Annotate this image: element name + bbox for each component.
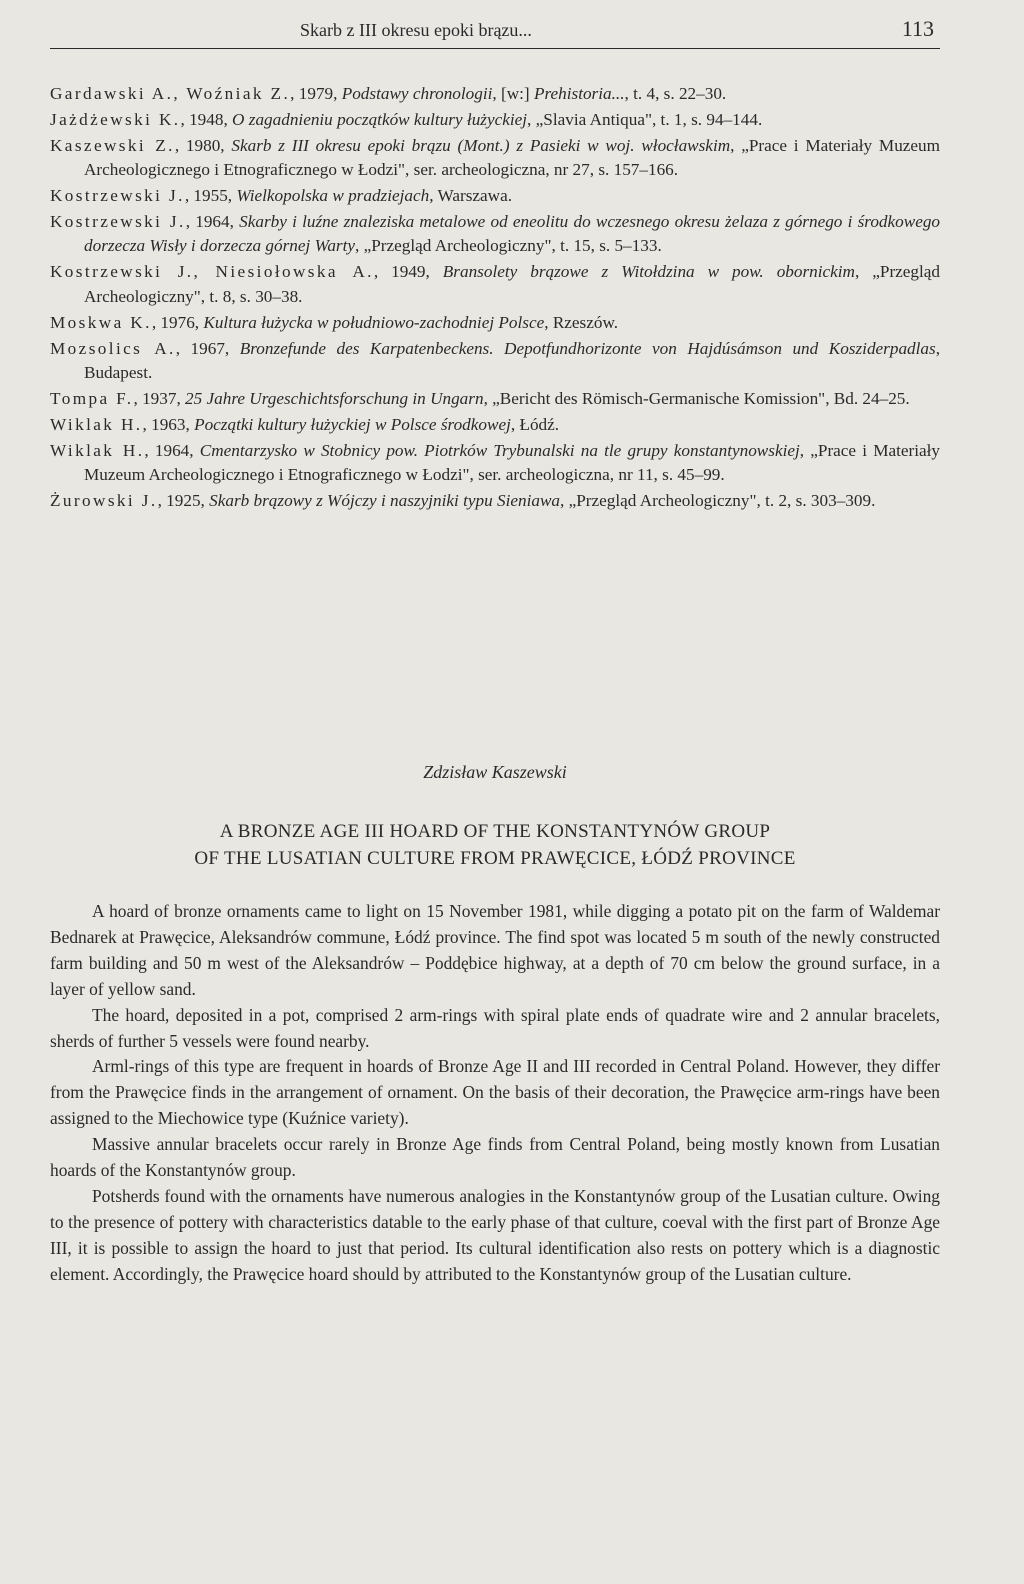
entry-year: , 1949, <box>373 262 443 282</box>
bibliography-entry <box>50 210 940 258</box>
entry-work-title: Skarby i luźne znaleziska metalowe od eneolitu do wczesnego okresu żelaza z górnego i środkowego dorzecza Wisły i dorzecza górnej Warty <box>84 212 941 256</box>
entry-publication: , „Przegląd Archeologiczny", t. 8, s. 30–38. <box>84 262 941 306</box>
entry-author: Moskwa K. <box>50 312 152 332</box>
bibliography-entry <box>50 387 940 411</box>
running-header <box>50 14 940 49</box>
entry-author: Kostrzewski J., Niesiołowska A. <box>50 262 374 282</box>
article-title-line: A BRONZE AGE III HOARD OF THE KONSTANTYNÓW GROUP <box>219 821 771 842</box>
entry-work-title: Początki kultury łużyckiej w Polsce środkowej <box>194 414 511 434</box>
entry-publication: , [w:] <box>492 84 534 103</box>
article-body <box>50 899 940 1288</box>
entry-author: Żurowski J. <box>50 491 158 511</box>
entry-year: , 1963, <box>142 414 195 434</box>
entry-author: Kostrzewski J. <box>50 186 185 206</box>
entry-author: Tompa F. <box>50 388 134 408</box>
bibliography-entry <box>50 82 940 106</box>
bibliography-entry <box>50 489 940 513</box>
entry-publication: , „Prace i Materiały Muzeum Archeologicznego i Etnograficznego w Łodzi", ser. archeologiczna, nr 27, s. 157–166. <box>84 136 941 180</box>
entry-work-title: Wielkopolska w pradziejach <box>236 186 430 206</box>
document-page <box>50 0 940 1584</box>
entry-year: , 1967, <box>175 338 240 358</box>
bibliography-entry <box>50 439 940 487</box>
bibliography-entry <box>50 108 940 132</box>
page-number: 113 <box>901 16 934 41</box>
entry-author: Mozsolics A. <box>50 338 176 358</box>
article-title-line: OF THE LUSATIAN CULTURE FROM PRAWĘCICE, ŁÓDŹ PROVINCE <box>194 848 796 869</box>
entry-work-title: Skarb z III okresu epoki brązu (Mont.) z Pasieki w woj. włocławskim <box>231 136 731 155</box>
entry-publication: , „Przegląd Archeologiczny", t. 15, s. 5–133. <box>355 236 662 256</box>
entry-author: Kaszewski Z. <box>50 136 175 155</box>
entry-year: , 1976, <box>151 312 204 332</box>
body-paragraph: A hoard of bronze ornaments came to light on 15 November 1981, while digging a potato pit on the farm of Waldemar Bednarek at Prawęcice, Aleksandrów commune, Łódź province. The find spot was located 5 m south of the newly constructed farm building and 50 m west of the Aleksandrów – Poddębice highway, at a depth of 70 cm below the ground surface, in a layer of yellow sand. <box>50 901 940 999</box>
entry-year: , 1925, <box>157 491 210 511</box>
entry-publication: , „Przegląd Archeologiczny", t. 2, s. 303–309. <box>560 491 876 511</box>
entry-author: Wiklak H. <box>50 414 143 434</box>
running-title: Skarb z III okresu epoki brązu... <box>300 20 532 40</box>
entry-work-title: Kultura łużycka w południowo-zachodniej Polsce <box>203 312 545 332</box>
body-paragraph: Potsherds found with the ornaments have numerous analogies in the Konstantynów group of the Lusatian culture. Owing to the presence of pottery with characteristics datable to the early phase of that culture, coeval with the first part of Bronze Age III, it is possible to assign the hoard to just that period. Its cultural identification also rests on pottery which is a diagnostic element. Accordingly, the Prawęcice hoard should by attributed to the Konstantynów group of the Lusatian culture. <box>50 1185 940 1284</box>
article-title <box>50 818 940 872</box>
entry-year: , 1937, <box>133 388 186 408</box>
bibliography-entry <box>50 337 940 385</box>
entry-work-title: Skarb brązowy z Wójczy i naszyjniki typu Sieniawa <box>209 491 561 511</box>
entry-year: , 1948, <box>180 110 233 129</box>
entry-author: Kostrzewski J. <box>50 212 186 232</box>
entry-publication: , Budapest. <box>84 338 940 382</box>
entry-publication: , Łódź. <box>510 414 560 434</box>
entry-publication: , „Prace i Materiały Muzeum Archeologicznego i Etnograficznego w Łodzi", ser. archeologiczna, nr 11, s. 45–99. <box>84 440 941 485</box>
bibliography-entry <box>50 260 940 308</box>
entry-year: , 1980, <box>174 136 232 155</box>
entry-publication: , Warszawa. <box>429 186 512 206</box>
entry-work-title: Bransolety brązowe z Witołdzina w pow. obornickim <box>442 262 855 282</box>
bibliography-entry <box>50 134 940 182</box>
entry-work-title: Podstawy chronologii <box>341 84 493 103</box>
bibliography-entry <box>50 311 940 335</box>
entry-work-title: Cmentarzysko w Stobnicy pow. Piotrków Trybunalski na tle grupy konstantynowskiej <box>199 440 800 460</box>
entry-year: , 1955, <box>184 186 237 206</box>
entry-publication: , „Slavia Antiqua", t. 1, s. 94–144. <box>527 110 763 129</box>
entry-work-title: 25 Jahre Urgeschichtsforschung in Ungarn <box>185 388 484 408</box>
entry-author: Wiklak H. <box>50 440 145 460</box>
entry-work-title: Bronzefunde des Karpatenbeckens. Depotfundhorizonte von Hajdúsámson und Kosziderpadlas <box>239 338 936 358</box>
entry-author: Jażdżewski K. <box>50 110 181 129</box>
entry-author: Gardawski A., Woźniak Z. <box>50 84 291 103</box>
entry-work-title: Prehistoria... <box>533 84 625 103</box>
body-paragraph: Massive annular bracelets occur rarely in Bronze Age finds from Central Poland, being mostly known from Lusatian hoards of the Konstantynów group. <box>50 1134 940 1181</box>
entry-publication: , t. 4, s. 22–30. <box>624 84 727 103</box>
bibliography-entry <box>50 184 940 208</box>
article-author: Zdzisław Kaszewski <box>423 762 567 782</box>
entry-publication: , Rzeszów. <box>544 312 619 332</box>
body-paragraph: The hoard, deposited in a pot, comprised 2 arm-rings with spiral plate ends of quadrate wire and 2 annular bracelets, sherds of further 5 vessels were found nearby. <box>50 1004 940 1051</box>
bibliography-list <box>50 82 940 515</box>
entry-publication: , „Bericht des Römisch-Germanische Komission", Bd. 24–25. <box>483 388 910 408</box>
entry-work-title: O zagadnieniu początków kultury łużyckiej <box>232 110 528 129</box>
entry-year: , 1964, <box>185 212 240 232</box>
bibliography-entry <box>50 413 940 437</box>
body-paragraph: Arml-rings of this type are frequent in hoards of Bronze Age II and III recorded in Central Poland. However, they differ from the Prawęcice finds in the arrangement of ornament. On the basis of their decoration, the Prawęcice arm-rings have been assigned to the Miechowice type (Kuźnice variety). <box>50 1056 940 1129</box>
entry-year: , 1979, <box>290 84 342 103</box>
entry-year: , 1964, <box>144 440 200 460</box>
